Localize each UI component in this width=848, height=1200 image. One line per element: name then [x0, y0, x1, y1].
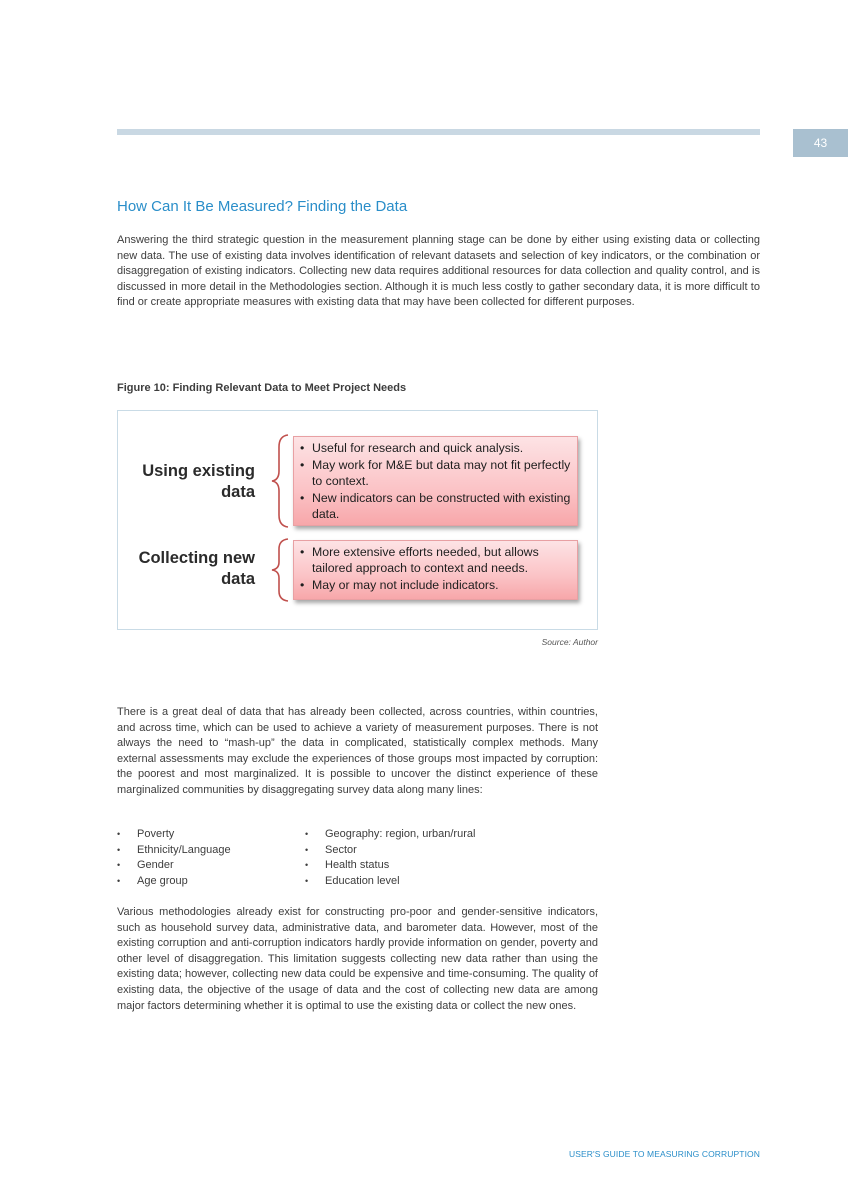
bullet-list-left [117, 827, 231, 889]
existing-point: • Useful for research and quick analysis. [300, 440, 571, 456]
list-item: • Sector [305, 843, 475, 859]
existing-data-box [293, 436, 578, 526]
existing-point: • New indicators can be constructed with existing data. [300, 490, 571, 522]
running-footer: USER'S GUIDE TO MEASURING CORRUPTION [569, 1149, 760, 1159]
body-paragraph-3: Various methodologies already exist for constructing pro-poor and gender-sensitive indicators, such as household survey data, administrative data, and barometer data. However, most of the existing corruption and anti-corruption indicators hardly provide information on gender, poverty and other level of disaggregation. This limitation suggests collecting new data rather than using the existing data; however, collecting new data could be expensive and time-consuming. The quality of existing data, the objective of the usage of data and the cost of collecting new data are among major factors determining whether it is optimal to use the existing data or collect the new ones. [117, 906, 598, 1012]
list-item: • Poverty [117, 827, 231, 843]
brace-new-icon [270, 537, 294, 603]
new-point: • May or may not include indicators. [300, 577, 571, 593]
new-point: • More extensive efforts needed, but allows tailored approach to context and needs. [300, 544, 571, 576]
list-item: • Health status [305, 858, 475, 874]
page-number: 43 [793, 129, 848, 157]
header-rule [117, 129, 760, 135]
bullet-list-right [305, 827, 475, 889]
label-using-existing-data: Using existing data [142, 462, 255, 501]
new-data-box [293, 540, 578, 600]
list-item: • Ethnicity/Language [117, 843, 231, 859]
intro-paragraph: Answering the third strategic question in the measurement planning stage can be done by either using existing data or collecting new data. The use of existing data involves identification of relevant datasets and selection of key indicators, or the combination or disaggregation of existing indicators. Collecting new data requires additional resources for data collection and quality control, and is discussed in more detail in the Methodologies section. Although it is much less costly to gather secondary data, it is more difficult to find or create appropriate measures with existing data that may have been collected for different purposes. [117, 234, 760, 309]
section-heading: How Can It Be Measured? Finding the Data [117, 198, 408, 215]
figure-source: Source: Author [541, 637, 598, 647]
figure-caption: Figure 10: Finding Relevant Data to Meet Project Needs [117, 382, 407, 394]
list-item: • Gender [117, 858, 231, 874]
existing-point: • May work for M&E but data may not fit perfectly to context. [300, 457, 571, 489]
list-item: • Education level [305, 874, 475, 890]
body-paragraph-2: There is a great deal of data that has already been collected, across countries, within countries, and across time, which can be used to achieve a variety of measurement purposes. There is not always the need to “mash-up” the data in complicated, statistically complex methods. Many external assessments may exclude the experiences of those groups most impacted by corruption: the poorest and most marginalized. It is possible to uncover the distinct experience of these marginalized communities by disaggregating survey data along many lines: [117, 706, 598, 796]
brace-existing-icon [270, 433, 294, 529]
figure-diagram [117, 410, 598, 630]
label-collecting-new-data: Collecting new data [138, 549, 255, 588]
list-item: • Age group [117, 874, 231, 890]
list-item: • Geography: region, urban/rural [305, 827, 475, 843]
